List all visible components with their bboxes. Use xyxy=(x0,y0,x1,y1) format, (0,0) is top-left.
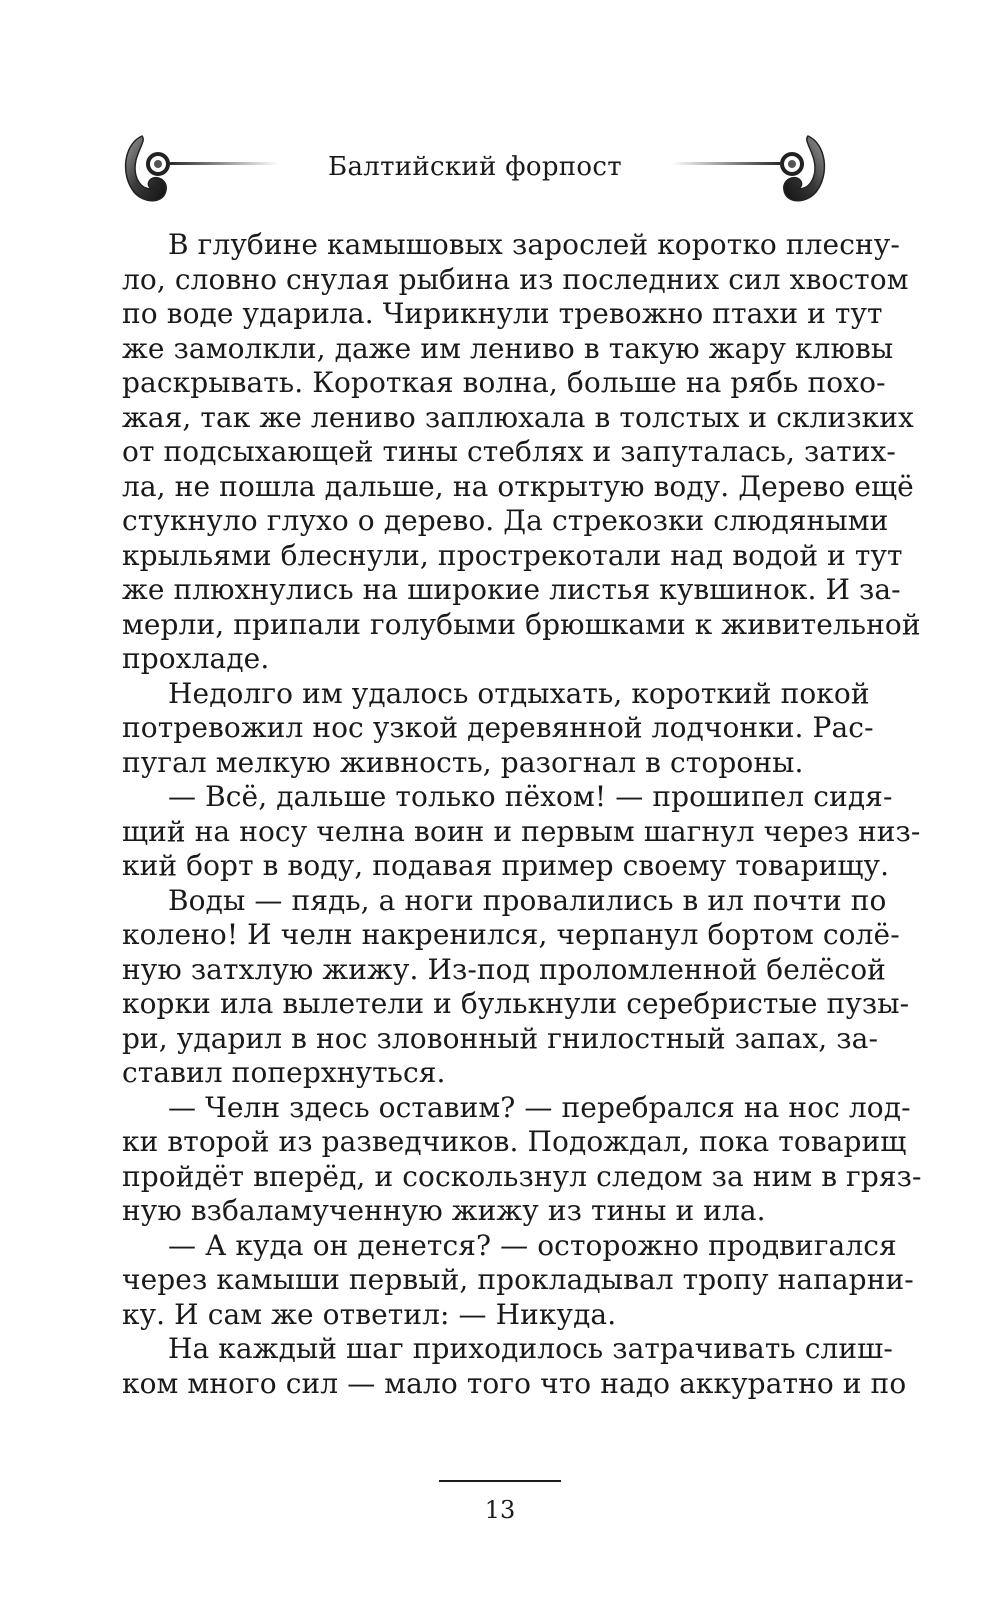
text-line: от подсыхающей тины стеблях и запуталась, затих- xyxy=(122,435,896,468)
paragraph xyxy=(122,228,921,677)
text-line: ком много сил — мало того что надо аккуратно и по xyxy=(122,1366,907,1400)
text-line: пройдёт вперёд, и соскользнул следом за ним в гряз- xyxy=(122,1159,922,1193)
text-line: — Челн здесь оставим? — перебрался на нос лод- xyxy=(168,1090,911,1124)
text-line: стукнуло глухо о дерево. Да стрекозки слюдяными xyxy=(122,504,889,537)
text-line: через камыши первый, прокладывал тропу напарни- xyxy=(122,1263,914,1296)
paragraph xyxy=(122,1332,907,1401)
running-title: Балтийский форпост xyxy=(328,152,622,182)
text-line: кий борт в воду, подавая пример своему товарищу. xyxy=(122,849,890,882)
text-line: ки второй из разведчиков. Подождал, пока товарищ xyxy=(122,1125,907,1158)
page-footer xyxy=(0,1480,1000,1524)
text-line: пугал мелкую живность, разогнал в стороны. xyxy=(122,745,804,779)
footer-rule xyxy=(439,1480,561,1482)
running-header xyxy=(120,130,830,220)
paragraph xyxy=(122,780,921,884)
text-line: — А куда он денется? — осторожно продвигался xyxy=(168,1228,897,1262)
text-line: — Всё, дальше только пёхом! — прошипел сидя- xyxy=(168,780,893,813)
paragraph xyxy=(122,676,874,781)
text-line: В глубине камышовых зарослей коротко плесну- xyxy=(168,228,900,261)
page-number: 13 xyxy=(484,1496,516,1524)
text-line: На каждый шаг приходилось затрачивать слиш- xyxy=(168,1332,893,1365)
text-line: потревожил нос узкой деревянной лодчонки. Рас- xyxy=(122,711,874,744)
text-line: Недолго им удалось отдыхать, короткий покой xyxy=(168,676,870,710)
paragraph xyxy=(122,1228,914,1333)
text-line: по воде ударила. Чирикнули тревожно птахи и тут xyxy=(122,297,883,330)
text-line: ную взбаламученную жижу из тины и ила. xyxy=(122,1194,766,1227)
text-line: же плюхнулись на широкие листья кувшинок. И за- xyxy=(122,573,901,606)
scroll-ornament-right-icon xyxy=(670,130,830,210)
paragraph xyxy=(122,1090,922,1229)
text-line: ную затхлую жижу. Из-под проломленной белёсой xyxy=(122,952,886,986)
text-line: Воды — пядь, а ноги провалились в ил почти по xyxy=(168,883,887,917)
text-line: корки ила вылетели и булькнули серебристые пузы- xyxy=(122,987,910,1020)
text-line: прохладе. xyxy=(122,642,270,675)
text-line: ла, не пошла дальше, на открытую воду. Дерево ещё xyxy=(122,469,914,503)
text-line: раскрывать. Короткая волна, больше на рябь похо- xyxy=(122,366,886,399)
page-body-text xyxy=(122,228,922,1401)
text-line: ри, ударил в нос зловонный гнилостный запах, за- xyxy=(122,1021,879,1055)
text-line: крыльями блеснули, прострекотали над водой и тут xyxy=(122,538,903,572)
text-line: ло, словно снулая рыбина из последних сил хвостом xyxy=(122,262,909,296)
text-line: ставил поперхнуться. xyxy=(122,1056,446,1089)
text-line: ку. И сам же ответил: — Никуда. xyxy=(122,1297,617,1331)
text-line: мерли, припали голубыми брюшками к живительной xyxy=(122,607,921,641)
paragraph xyxy=(122,883,910,1091)
text-line: же замолкли, даже им лениво в такую жару клювы xyxy=(122,331,894,365)
text-line: щий на носу челна воин и первым шагнул через низ- xyxy=(122,814,921,848)
text-line: колено! И челн накренился, черпанул бортом солё- xyxy=(122,918,900,951)
text-line: жая, так же лениво заплюхала в толстых и склизких xyxy=(122,400,914,434)
